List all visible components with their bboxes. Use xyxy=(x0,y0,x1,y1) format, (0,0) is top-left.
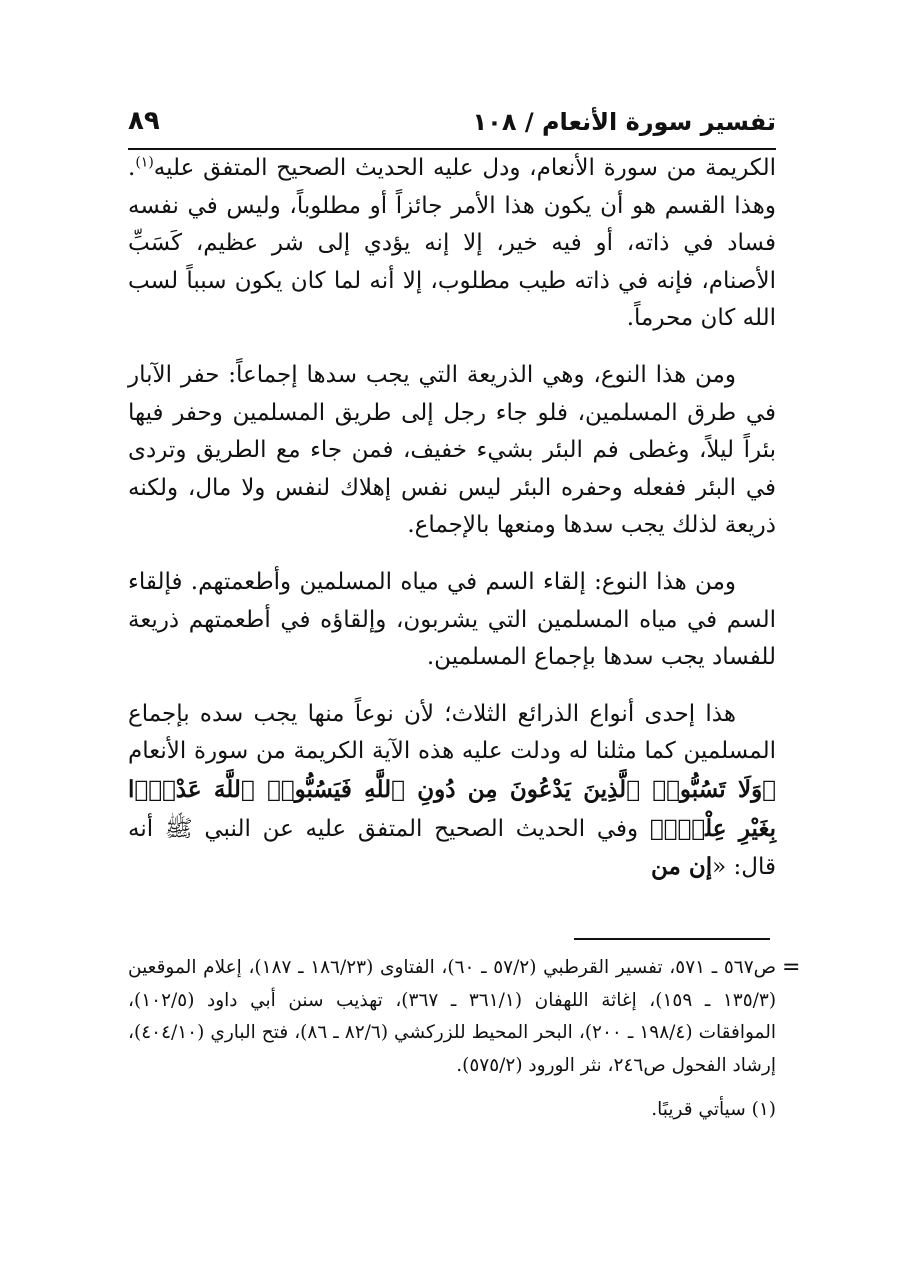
footnotes xyxy=(128,952,776,1139)
paragraph-4-text-a: هذا إحدى أنواع الذرائع الثلاث؛ لأن نوعاً منها يجب سده بإجماع المسلمين كما مثلنا له ودلت عليه هذه الآية الكريمة من سورة الأنعام xyxy=(128,700,776,765)
main-text xyxy=(128,150,776,906)
paragraph-3: ومن هذا النوع: إلقاء السم في مياه المسلمين وأطعمتهم. فإلقاء السم في مياه المسلمين التي يشربون، وإلقاؤه في أطعمتهم ذريعة للفساد يجب سدها بإجماع المسلمين. xyxy=(128,568,776,671)
hadith-start: إن من xyxy=(651,853,713,881)
page-header xyxy=(128,104,776,148)
footnote-continuation-mark: = xyxy=(782,955,801,980)
paragraph-4 xyxy=(128,696,776,887)
footnote-1 xyxy=(128,1094,776,1127)
footnote-1-marker: (١) xyxy=(751,1099,776,1121)
quran-verse: ﴿وَلَا تَسُبُّوا۟ ٱلَّذِينَ يَدْعُونَ مِن دُونِ ٱللَّهِ فَيَسُبُّوا۟ ٱللَّهَ عَدْوًۢا بِغَيْرِ عِلْمٍۢ﴾ xyxy=(128,775,776,842)
paragraph-1-text-a: الكريمة من سورة الأنعام، ودل عليه الحديث الصحيح المتفق عليه xyxy=(153,155,776,181)
paragraph-1-text-b: . وهذا القسم هو أن يكون هذا الأمر جائزاً أو مطلوباً، وليس في نفسه فساد في ذاته، أو فيه خير، إلا إنه يؤدي إلى شر عظيم، كَسَبِّ الأصنام، فإنه في ذاته طيب مطلوب، إلا أنه لما كان يكون سبباً لسب الله كان محرماً. xyxy=(128,155,776,332)
footnote-1-text: سيأتي قريبًا. xyxy=(651,1099,746,1121)
paragraph-1 xyxy=(128,150,776,338)
paragraph-4-text-b: وفي الحديث الصحيح المتفق عليه عن النبي ﷺ أنه قال: « xyxy=(128,815,776,881)
paragraph-2: ومن هذا النوع، وهي الذريعة التي يجب سدها إجماعاً: حفر الآبار في طرق المسلمين، فلو جاء رجل إلى طريق المسلمين وحفر فيها بئراً ليلاً، وغطى فم البئر بشيء خفيف، فمن جاء مع الطريق وتردى في البئر ففعله وحفره البئر ليس نفس إهلاك لنفس ولا مال، ولكنه ذريعة لذلك يجب سدها ومنعها بالإجماع. xyxy=(128,361,776,539)
footnote-ref-1: (١) xyxy=(135,154,154,171)
footnote-continued: ص٥٦٧ ـ ٥٧١، تفسير القرطبي (٥٧/٢ ـ ٦٠)، الفتاوى (١٨٦/٢٣ ـ ١٨٧)، إعلام الموقعين (١٣٥/٣ ـ ١٥٩)، إغاثة اللهفان (٣٦١/١ ـ ٣٦٧)، تهذيب سنن أبي داود (١٠٢/٥)، الموافقات (١٩٨/٤ ـ ٢٠٠)، البحر المحيط للزركشي (٨٢/٦ ـ ٨٦)، فتح الباري (٤٠٤/١٠)، إرشاد الفحول ص٢٤٦، نثر الورود (٥٧٥/٢). xyxy=(128,957,777,1076)
running-title: تفسير سورة الأنعام / ١٠٨ xyxy=(472,108,776,136)
footnote-rule xyxy=(574,938,770,940)
page-number: ٨٩ xyxy=(128,106,160,136)
